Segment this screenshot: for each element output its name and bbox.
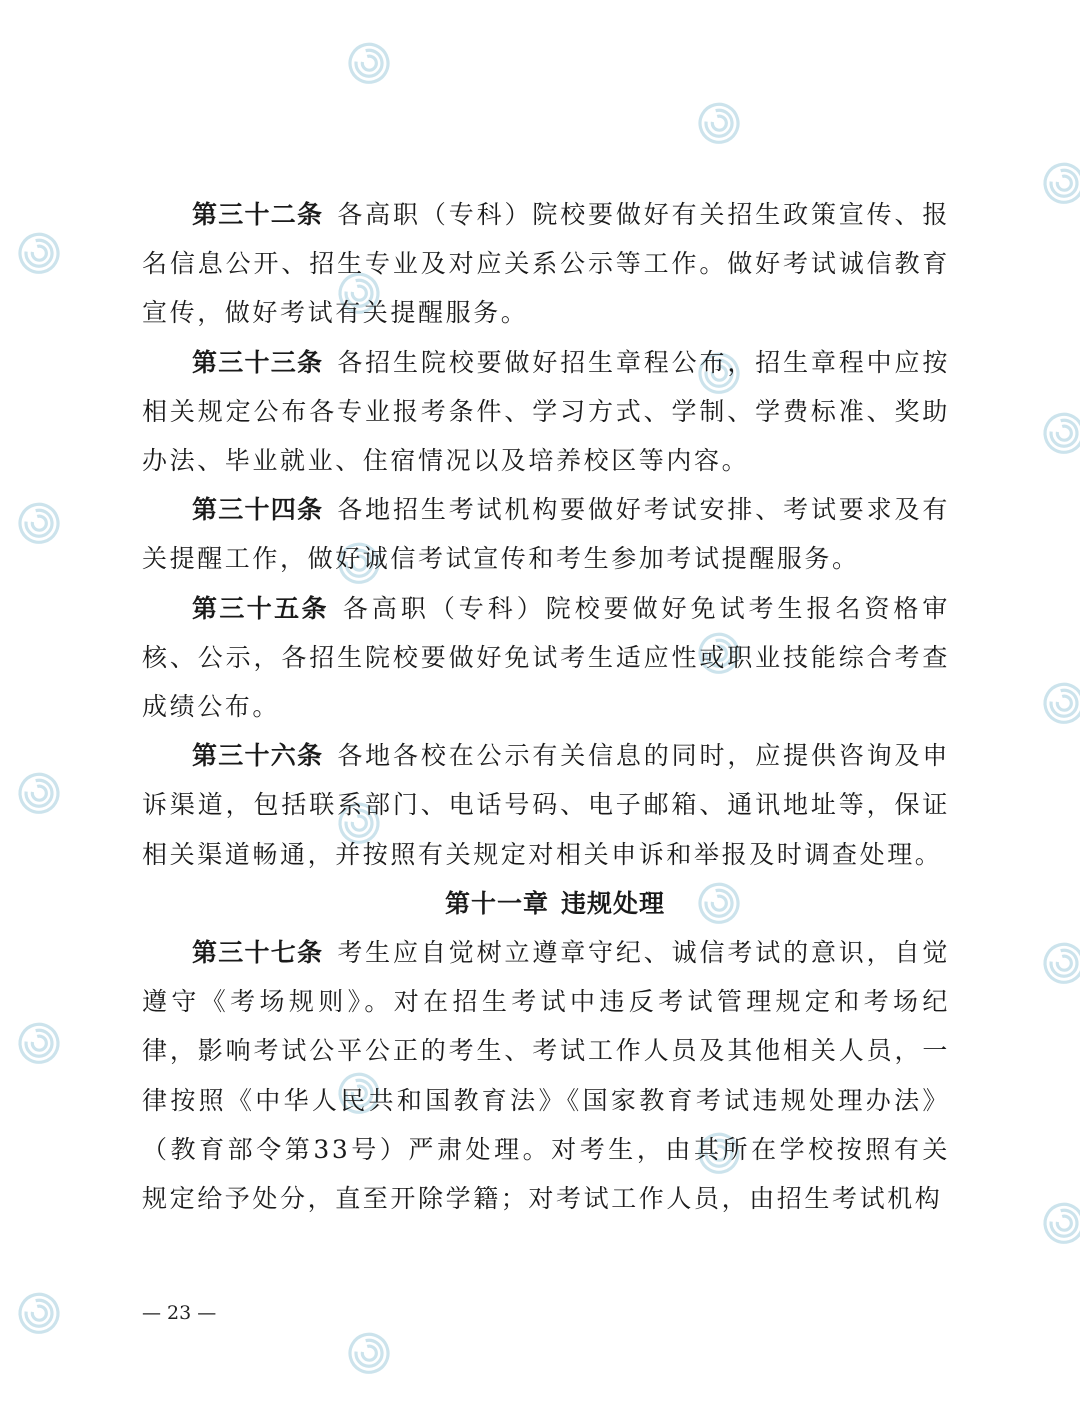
article-33 (142, 338, 950, 486)
watermark-swirl-icon (342, 36, 396, 90)
article-heading: 第三十六条 (192, 741, 324, 771)
chapter-heading (142, 879, 950, 928)
watermark-logo (1035, 1187, 1080, 1287)
watermark-swirl-icon (12, 1286, 66, 1340)
watermark-logo (690, 46, 916, 187)
article-text: 各高职（专科）院校要做好免试考生报名资格审核、公示，各招生院校要做好免试考生适应性或职业技能综合考查成绩公布。 (142, 593, 950, 722)
chapter-title: 违规处理 (561, 888, 666, 918)
document-body (142, 190, 950, 1223)
chapter-number: 第十一章 (444, 888, 549, 918)
watermark-logo (340, 0, 566, 127)
watermark-swirl-icon (12, 226, 66, 280)
watermark-swirl-icon (1037, 406, 1080, 460)
watermark-logo (1035, 397, 1080, 497)
article-text: 各地招生考试机构要做好考试安排、考试要求及有关提醒工作，做好诚信考试宣传和考生参加考试提醒服务。 (142, 495, 950, 574)
article-heading: 第三十四条 (192, 495, 324, 525)
article-heading: 第三十三条 (192, 347, 324, 377)
article-heading: 第三十二条 (192, 200, 324, 229)
article-37 (142, 928, 950, 1223)
watermark-swirl-icon (12, 1016, 66, 1070)
article-36 (142, 731, 950, 879)
article-text: 各高职（专科）院校要做好有关招生政策宣传、报名信息公开、招生专业及对应关系公示等工作。做好考试诚信教育宣传，做好考试有关提醒服务。 (142, 200, 950, 328)
article-text: 各地各校在公示有关信息的同时，应提供咨询及申诉渠道，包括联系部门、电话号码、电子邮箱、通讯地址等，保证相关渠道畅通，并按照有关规定对相关申诉和举报及时调查处理。 (142, 741, 950, 869)
article-35 (142, 584, 950, 732)
article-34 (142, 485, 950, 583)
article-heading: 第三十七条 (192, 938, 324, 968)
article-heading: 第三十五条 (192, 593, 329, 623)
watermark-swirl-icon (12, 496, 66, 550)
article-32 (142, 190, 950, 338)
watermark-logo (340, 1276, 566, 1417)
watermark-logo (1035, 147, 1080, 247)
article-text: 考生应自觉树立遵章守纪、诚信考试的意识，自觉遵守《考场规则》。对在招生考试中违反考试管理规定和考场纪律，影响考试公平公正的考生、考试工作人员及其他相关人员，一律按照《中华人民共和国教育法》《国家教育考试违规处理办法》（教育部令第33号）严肃处理。对考生，由其所在学校按照有关规定给予处分，直至开除学籍；对考试工作人员，由招生考试机构 (142, 938, 950, 1214)
watermark-swirl-icon (12, 766, 66, 820)
watermark-swirl-icon (1037, 936, 1080, 990)
watermark-logo (1035, 667, 1080, 767)
article-text: 各招生院校要做好招生章程公布，招生章程中应按相关规定公布各专业报考条件、学习方式、学制、学费标准、奖助办法、毕业就业、住宿情况以及培养校区等内容。 (142, 347, 950, 476)
watermark-logo (1035, 927, 1080, 1027)
watermark-swirl-icon (692, 96, 746, 150)
watermark-swirl-icon (1037, 676, 1080, 730)
watermark-swirl-icon (1037, 1196, 1080, 1250)
watermark-swirl-icon (342, 1326, 396, 1380)
watermark-swirl-icon (1037, 156, 1080, 210)
page-number: — 23 — (142, 1302, 217, 1324)
